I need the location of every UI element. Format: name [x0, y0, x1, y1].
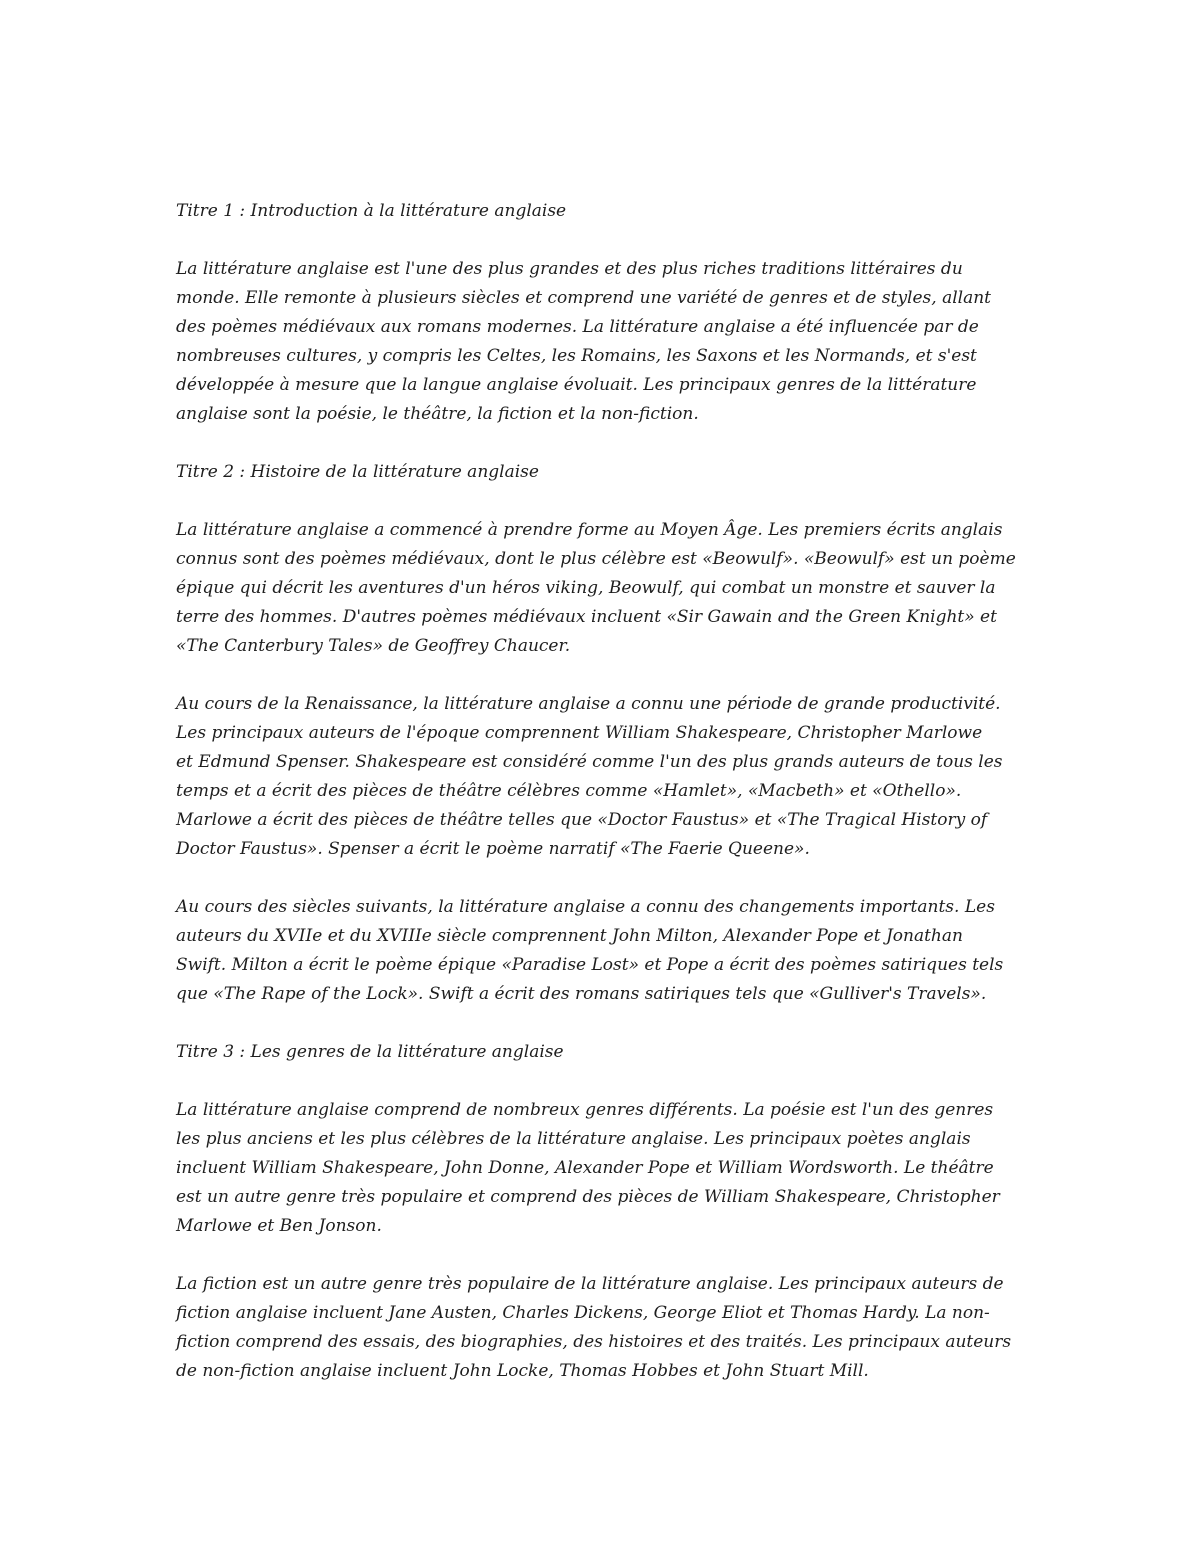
section-3-paragraph-1: La littérature anglaise comprend de nombreux genres différents. La poésie est l'un des genres les plus anciens et les plus célèbres de la littérature anglaise. Les principaux poètes anglais incluent William Shakespeare, John Donne, Alexander Pope et William Wordsworth. Le théâtre est un autre genre très populaire et comprend des pièces de William Shakespeare, Christopher Marlowe et Ben Jonson.: [176, 1100, 1000, 1236]
section-2-title: Titre 2 : Histoire de la littérature anglaise: [176, 462, 539, 482]
section-2-paragraph-2: Au cours de la Renaissance, la littérature anglaise a connu une période de grande productivité. Les principaux auteurs de l'époque comprennent William Shakespeare, Christopher Marlowe et Edmund Spenser. Shakespeare est considéré comme l'un des plus grands auteurs de tous les temps et a écrit des pièces de théâtre célèbres comme «Hamlet», «Macbeth» et «Othello». Marlowe a écrit des pièces de théâtre telles que «Doctor Faustus» et «The Tragical History of Doctor Faustus». Spenser a écrit le poème narratif «The Faerie Queene».: [176, 694, 1003, 859]
section-3-title: Titre 3 : Les genres de la littérature anglaise: [176, 1042, 564, 1062]
section-1-title: Titre 1 : Introduction à la littérature anglaise: [176, 201, 567, 221]
document-page: [176, 197, 1036, 1415]
section-3-paragraph-2: La fiction est un autre genre très populaire de la littérature anglaise. Les principaux auteurs de fiction anglaise incluent Jane Austen, Charles Dickens, George Eliot et Thomas Hardy. La non- fiction comprend des essais, des biographies, des histoires et des traités. Les principaux auteurs de non-fiction anglaise incluent John Locke, Thomas Hobbes et John Stuart Mill.: [176, 1274, 1012, 1381]
section-1-paragraph-1: La littérature anglaise est l'une des plus grandes et des plus riches traditions littéraires du monde. Elle remonte à plusieurs siècles et comprend une variété de genres et de styles, allant des poèmes médiévaux aux romans modernes. La littérature anglaise a été influencée par de nombreuses cultures, y compris les Celtes, les Romains, les Saxons et les Normands, et s'est développée à mesure que la langue anglaise évoluait. Les principaux genres de la littérature anglaise sont la poésie, le théâtre, la fiction et la non-fiction.: [176, 259, 991, 424]
section-2-paragraph-3: Au cours des siècles suivants, la littérature anglaise a connu des changements importants. Les auteurs du XVIIe et du XVIIIe siècle comprennent John Milton, Alexander Pope et Jonathan Swift. Milton a écrit le poème épique «Paradise Lost» et Pope a écrit des poèmes satiriques tels que «The Rape of the Lock». Swift a écrit des romans satiriques tels que «Gulliver's Travels».: [176, 897, 1004, 1004]
section-2-paragraph-1: La littérature anglaise a commencé à prendre forme au Moyen Âge. Les premiers écrits anglais connus sont des poèmes médiévaux, dont le plus célèbre est «Beowulf». «Beowulf» est un poème épique qui décrit les aventures d'un héros viking, Beowulf, qui combat un monstre et sauver la terre des hommes. D'autres poèmes médiévaux incluent «Sir Gawain and the Green Knight» et «The Canterbury Tales» de Geoffrey Chaucer.: [176, 520, 1016, 656]
